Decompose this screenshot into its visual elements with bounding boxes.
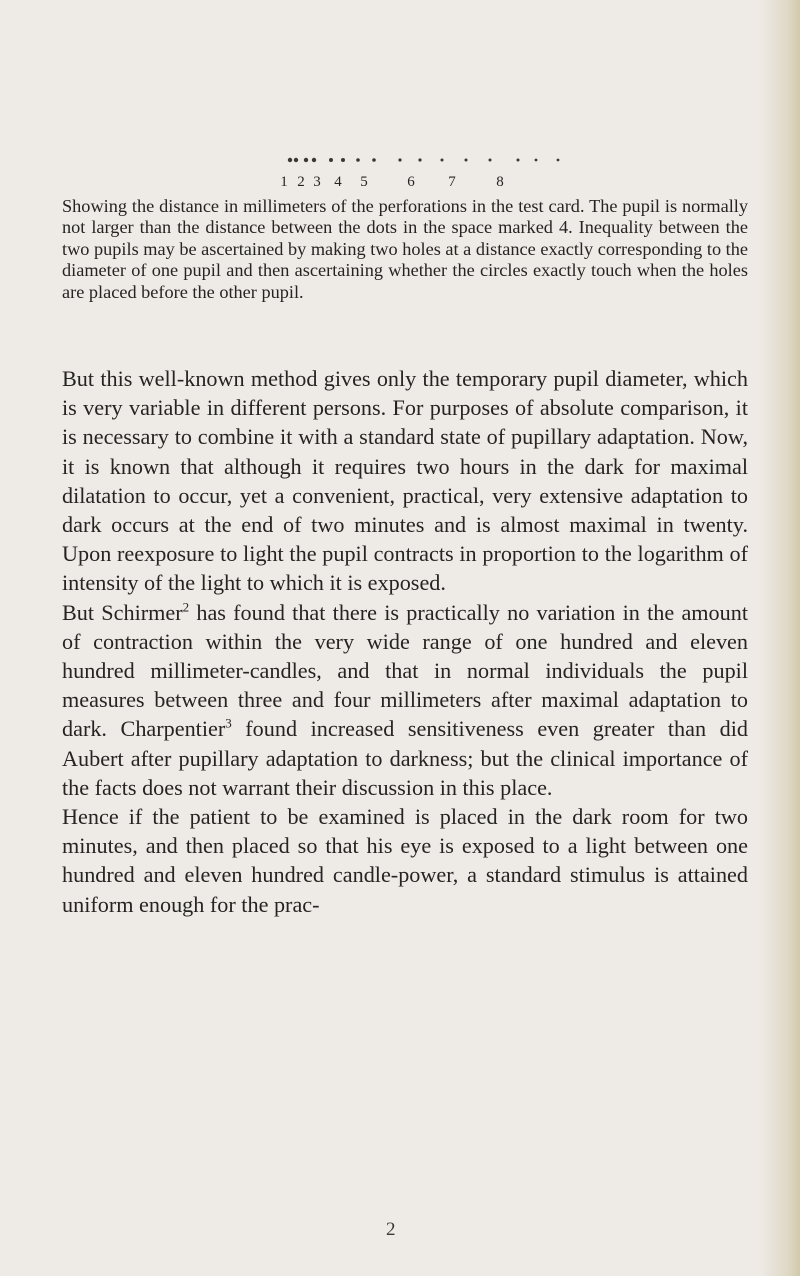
paragraph-2-text-c: found increased sensitiveness even greater than did Aubert after pupillary adaptation to darkness; but the clinical importance of the facts does not warrant their discussion in this place. xyxy=(62,716,748,800)
scale-number: 7 xyxy=(448,174,456,190)
footnote-ref-3: 3 xyxy=(225,716,232,732)
footnote-ref-2: 2 xyxy=(182,599,190,615)
scale-number: 6 xyxy=(407,174,415,190)
pupil-scale-figure xyxy=(276,150,566,192)
scale-number: 2 xyxy=(297,174,305,190)
paragraph-2-text-a: But Schirmer xyxy=(62,599,183,625)
figure-caption: Showing the distance in millimeters of the perforations in the test card. The pupil is normally not larger than the distance between the dots in the space marked 4. Inequality between the two pupils may be ascertained by making two holes at a distance exactly corresponding to the diameter of one pupil and then ascertaining whether the circles exactly touch when the holes are placed before the other pupil. xyxy=(62,196,748,302)
scale-number: 8 xyxy=(496,174,504,190)
page-edge-shadow xyxy=(760,0,800,1276)
scale-number: 4 xyxy=(334,174,342,190)
page-number: 2 xyxy=(386,1219,396,1240)
scale-number: 3 xyxy=(313,174,321,190)
paragraph-3: Hence if the patient to be examined is placed in the dark room for two minutes, and then placed so that his eye is exposed to a light between one hundred and eleven hundred candle-power, a standard stimulus is attained uniform enough for the prac- xyxy=(62,804,748,917)
paragraph-2-text-b: has found that there is practically no variation in the amount of contraction within the very wide range of one hundred and eleven hundred millimeter-candles, and that in normal individuals the pupil measures between three and four millimeters after maximal adaptation to dark. Charpentier xyxy=(62,599,748,742)
paragraph-2 xyxy=(62,598,748,802)
perforation-dots xyxy=(276,150,566,172)
scale-number: 1 xyxy=(280,174,288,190)
paragraph-1: But this well-known method gives only the temporary pupil diameter, which is very variable in different persons. For purposes of absolute comparison, it is necessary to combine it with a standard state of pupillary adaptation. Now, it is known that although it requires two hours in the dark for maximal dilatation to occur, yet a convenient, practical, very extensive adaptation to dark occurs at the end of two minutes and is almost maximal in twenty. Upon reexposure to light the pupil contracts in proportion to the logarithm of intensity of the light to which it is exposed. xyxy=(62,366,748,596)
scale-number: 5 xyxy=(360,174,368,190)
body-text xyxy=(62,364,748,919)
